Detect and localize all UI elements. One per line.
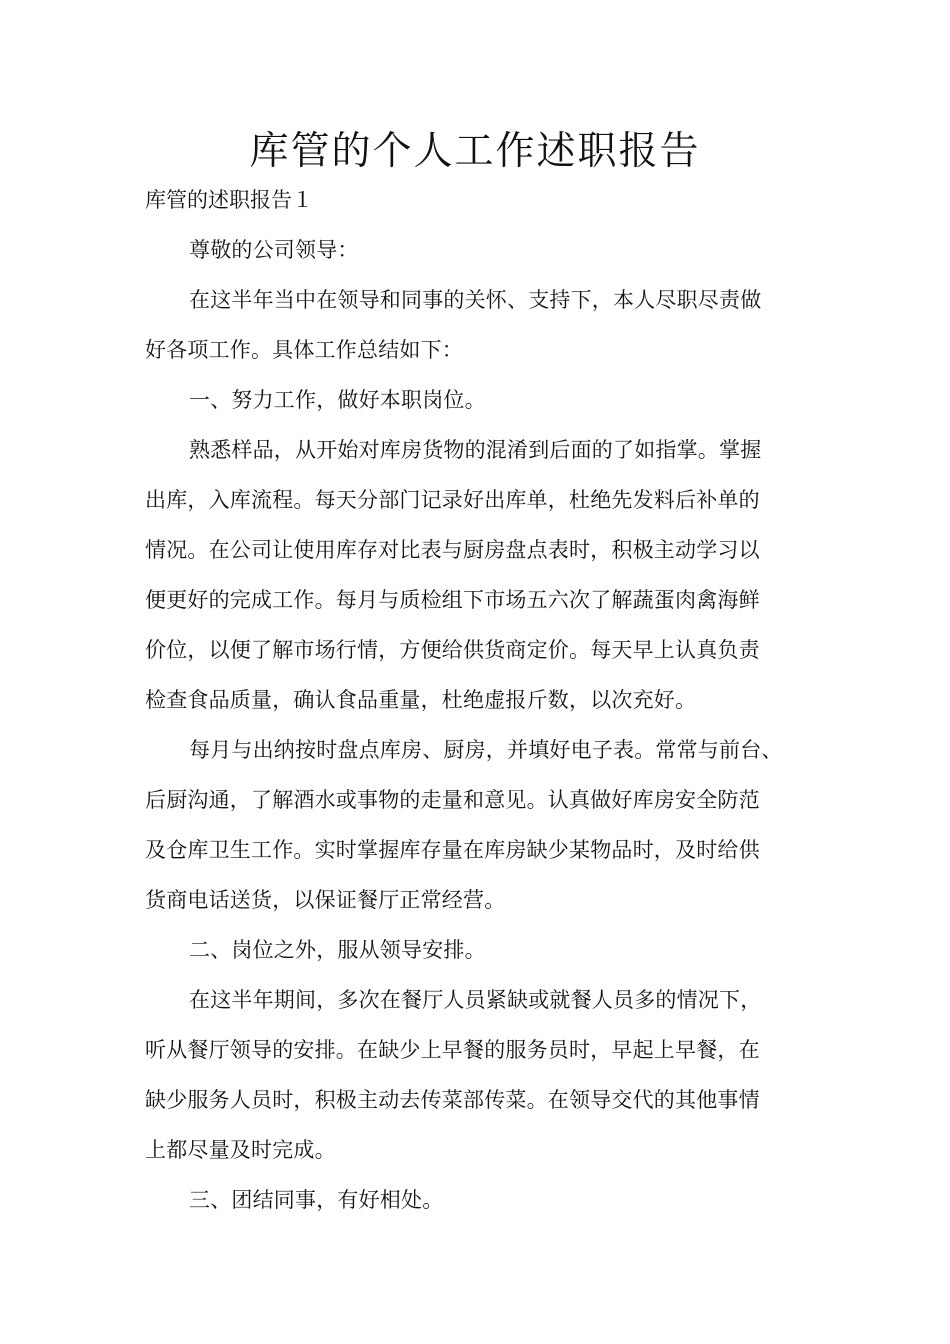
paragraph-line: 检查食品质量，确认食品重量，杜绝虚报斤数，以次充好。 <box>145 688 697 712</box>
paragraph-line: 便更好的完成工作。每月与质检组下市场五六次了解蔬蛋肉禽海鲜 <box>145 588 760 612</box>
paragraph-line: 每月与出纳按时盘点库房、厨房，并填好电子表。常常与前台、 <box>189 738 783 762</box>
paragraph-line: 价位，以便了解市场行情，方便给供货商定价。每天早上认真负责 <box>145 638 760 662</box>
salutation: 尊敬的公司领导： <box>189 238 359 262</box>
paragraph-line: 在这半年当中在领导和同事的关怀、支持下，本人尽职尽责做 <box>189 288 762 312</box>
paragraph-line: 出库，入库流程。每天分部门记录好出库单，杜绝先发料后补单的 <box>145 488 760 512</box>
section-heading: 三、团结同事，有好相处。 <box>189 1188 444 1212</box>
paragraph-line: 上都尽量及时完成。 <box>145 1138 336 1162</box>
paragraph-line: 熟悉样品，从开始对库房货物的混淆到后面的了如指掌。掌握 <box>189 438 762 462</box>
document-subtitle: 库管的述职报告１ <box>145 188 313 212</box>
section-heading: 二、岗位之外，服从领导安排。 <box>189 938 486 962</box>
paragraph-line: 好各项工作。具体工作总结如下： <box>145 338 463 362</box>
paragraph-line: 及仓库卫生工作。实时掌握库存量在库房缺少某物品时，及时给供 <box>145 838 760 862</box>
paragraph-line: 听从餐厅领导的安排。在缺少上早餐的服务员时，早起上早餐，在 <box>145 1038 760 1062</box>
paragraph-line: 缺少服务人员时，积极主动去传菜部传菜。在领导交代的其他事情 <box>145 1088 760 1112</box>
paragraph-line: 情况。在公司让使用库存对比表与厨房盘点表时，积极主动学习以 <box>145 538 760 562</box>
paragraph-line: 货商电话送货，以保证餐厅正常经营。 <box>145 888 506 912</box>
document-title: 库管的个人工作述职报告 <box>249 129 701 174</box>
section-heading: 一、努力工作，做好本职岗位。 <box>189 388 486 412</box>
paragraph-line: 在这半年期间，多次在餐厅人员紧缺或就餐人员多的情况下， <box>189 988 762 1012</box>
paragraph-line: 后厨沟通，了解酒水或事物的走量和意见。认真做好库房安全防范 <box>145 788 760 812</box>
